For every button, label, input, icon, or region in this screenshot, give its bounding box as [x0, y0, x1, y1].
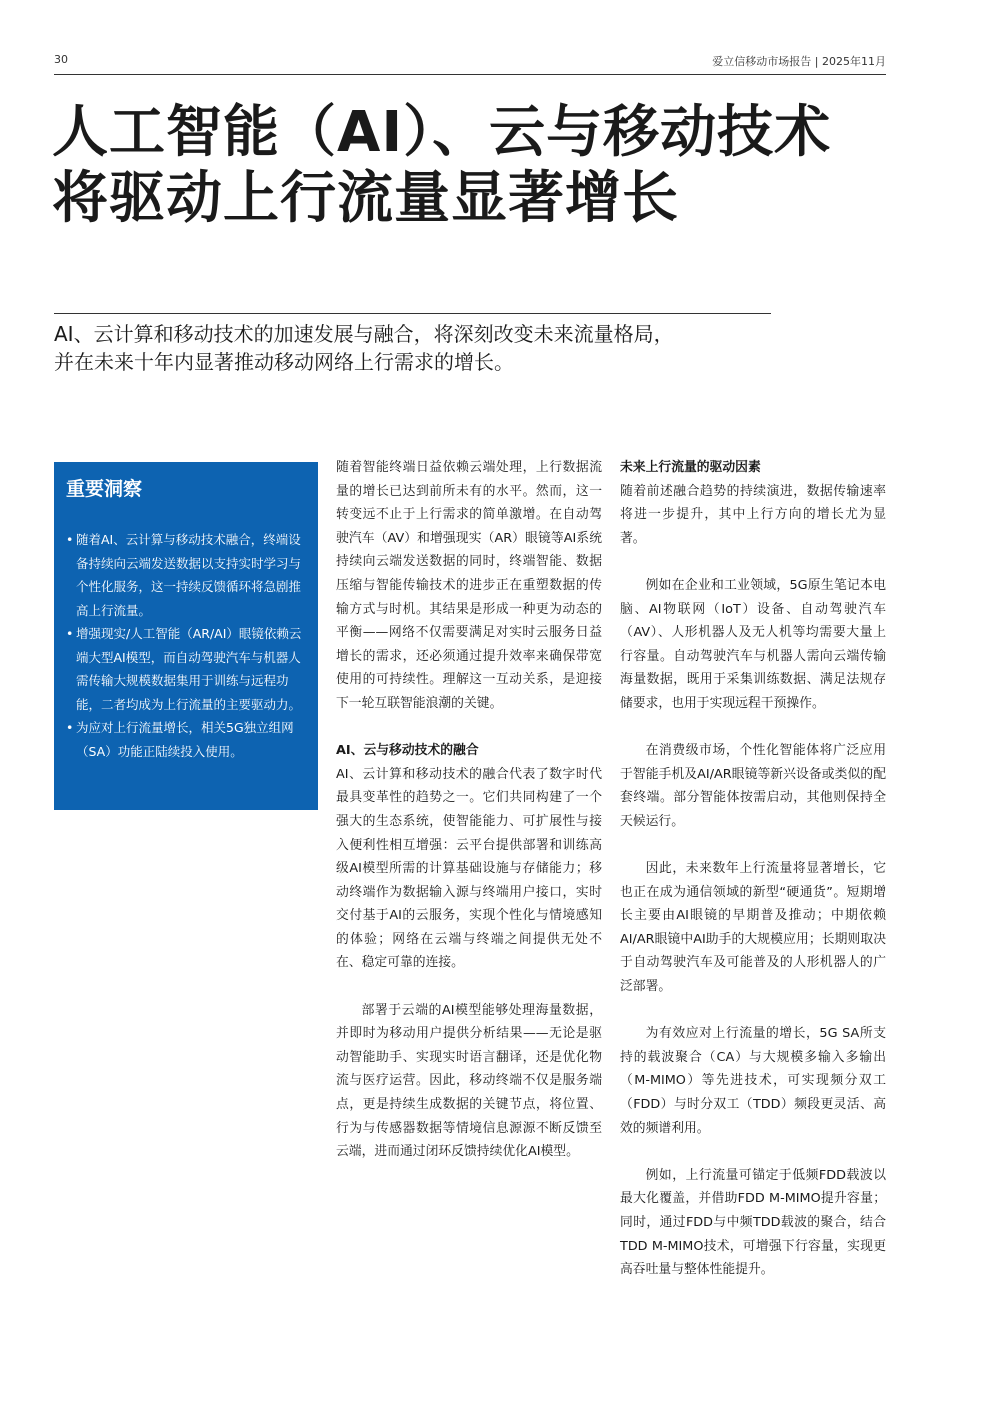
key-insights-list	[66, 528, 304, 763]
body-paragraph: 随着前述融合趋势的持续演进，数据传输速率将进一步提升，其中上行方向的增长尤为显著。	[620, 483, 886, 546]
list-item-text: 增强现实/人工智能（AR/AI）眼镜依赖云端大型AI模型，而自动驾驶汽车与机器人需传输大规模数据集用于训练与远程功能，二者均成为上行流量的主要驱动力。	[76, 626, 302, 712]
list-item-text: 为应对上行流量增长，相关5G独立组网（SA）功能正陆续投入使用。	[76, 720, 294, 759]
key-insights-box	[54, 462, 318, 810]
body-paragraph: AI、云计算和移动技术的融合代表了数字时代最具变革性的趋势之一。它们共同构建了一个强大的生态系统，使智能能力、可扩展性与接入便利性相互增强：云平台提供部署和训练高级AI模型所需的计算基础设施与存储能力；移动终端作为数据输入源与终端用户接口，实时交付基于AI的云服务，实现个性化与情境感知的体验；网络在云端与终端之间提供无处不在、稳定可靠的连接。	[336, 766, 602, 971]
title-line: 将驱动上行流量显著增长	[52, 166, 679, 231]
list-item	[66, 528, 304, 622]
right-column	[620, 456, 886, 1305]
list-item-text: 随着AI、云计算与移动技术融合，终端设备持续向云端发送数据以支持实时学习与个性化服务，这一持续反馈循环将急剧推高上行流量。	[76, 532, 302, 618]
running-header: 爱立信移动市场报告 | 2025年11月	[712, 55, 886, 68]
intro-text	[54, 320, 814, 376]
body-paragraph: 例如，上行流量可锚定于低频FDD载波以最大化覆盖，并借助FDD M-MIMO提升容量；同时，通过FDD与中频TDD载波的聚合，结合TDD M-MIMO技术，可增强下行容量，实现更高吞吐量与整体性能提升。	[620, 1167, 886, 1278]
section-heading: 未来上行流量的驱动因素	[620, 460, 761, 475]
list-item	[66, 716, 304, 763]
body-paragraph: 随着智能终端日益依赖云端处理，上行数据流量的增长已达到前所未有的水平。然而，这一转变远不止于上行需求的简单激增。在自动驾驶汽车（AV）和增强现实（AR）眼镜等AI系统持续向云端发送数据的同时，终端智能、数据压缩与智能传输技术的进步正在重塑数据的传输方式与时机。其结果是形成一种更为动态的平衡——网络不仅需要满足对实时云服务日益增长的需求，还必须通过提升效率来确保带宽使用的可持续性。理解这一互动关系，是迎接下一轮互联智能浪潮的关键。	[336, 460, 602, 711]
body-paragraph: 例如在企业和工业领域，5G原生笔记本电脑、AI物联网（IoT）设备、自动驾驶汽车（AV）、人形机器人及无人机等均需要大量上行容量。自动驾驶汽车与机器人需向云端传输海量数据，既用于采集训练数据、满足法规存储要求，也用于实现远程干预操作。	[620, 577, 886, 711]
page-number: 30	[54, 53, 68, 66]
title-line: 人工智能（AI）、云与移动技术	[52, 100, 832, 165]
bullet-icon: •	[66, 532, 74, 547]
key-insights-heading: 重要洞察	[66, 478, 143, 500]
section-heading: AI、云与移动技术的融合	[336, 743, 479, 759]
list-item	[66, 622, 304, 716]
page-title	[52, 100, 932, 232]
intro-line: 并在未来十年内显著推动移动网络上行需求的增长。	[54, 350, 514, 374]
body-paragraph: 部署于云端的AI模型能够处理海量数据，并即时为移动用户提供分析结果——无论是驱动智能助手、实现实时语言翻译，还是优化物流与医疗运营。因此，移动终端不仅是服务端点，更是持续生成数据的关键节点，将位置、行为与传感器数据等情境信息源源不断反馈至云端，进而通过闭环反馈持续优化AI模型。	[336, 1002, 602, 1160]
bullet-icon: •	[66, 626, 74, 641]
intro-line: AI、云计算和移动技术的加速发展与融合，将深刻改变未来流量格局，	[54, 322, 674, 346]
body-paragraph: 在消费级市场，个性化智能体将广泛应用于智能手机及AI/AR眼镜等新兴设备或类似的配套终端。部分智能体按需启动，其他则保持全天候运行。	[620, 743, 886, 829]
middle-column	[336, 456, 602, 1187]
body-paragraph: 因此，未来数年上行流量将显著增长，它也正在成为通信领域的新型“硬通货”。短期增长主要由AI眼镜的早期普及推动；中期依赖AI/AR眼镜中AI助手的大规模应用；长期则取决于自动驾驶汽车及可能普及的人形机器人的广泛部署。	[620, 861, 886, 995]
bullet-icon: •	[66, 720, 74, 735]
header-rule	[54, 74, 886, 75]
body-paragraph: 为有效应对上行流量的增长，5G SA所支持的载波聚合（CA）与大规模多输入多输出（M-MIMO）等先进技术，可实现频分双工（FDD）与时分双工（TDD）频段更灵活、高效的频谱利用。	[620, 1026, 886, 1136]
intro-rule	[54, 313, 771, 314]
